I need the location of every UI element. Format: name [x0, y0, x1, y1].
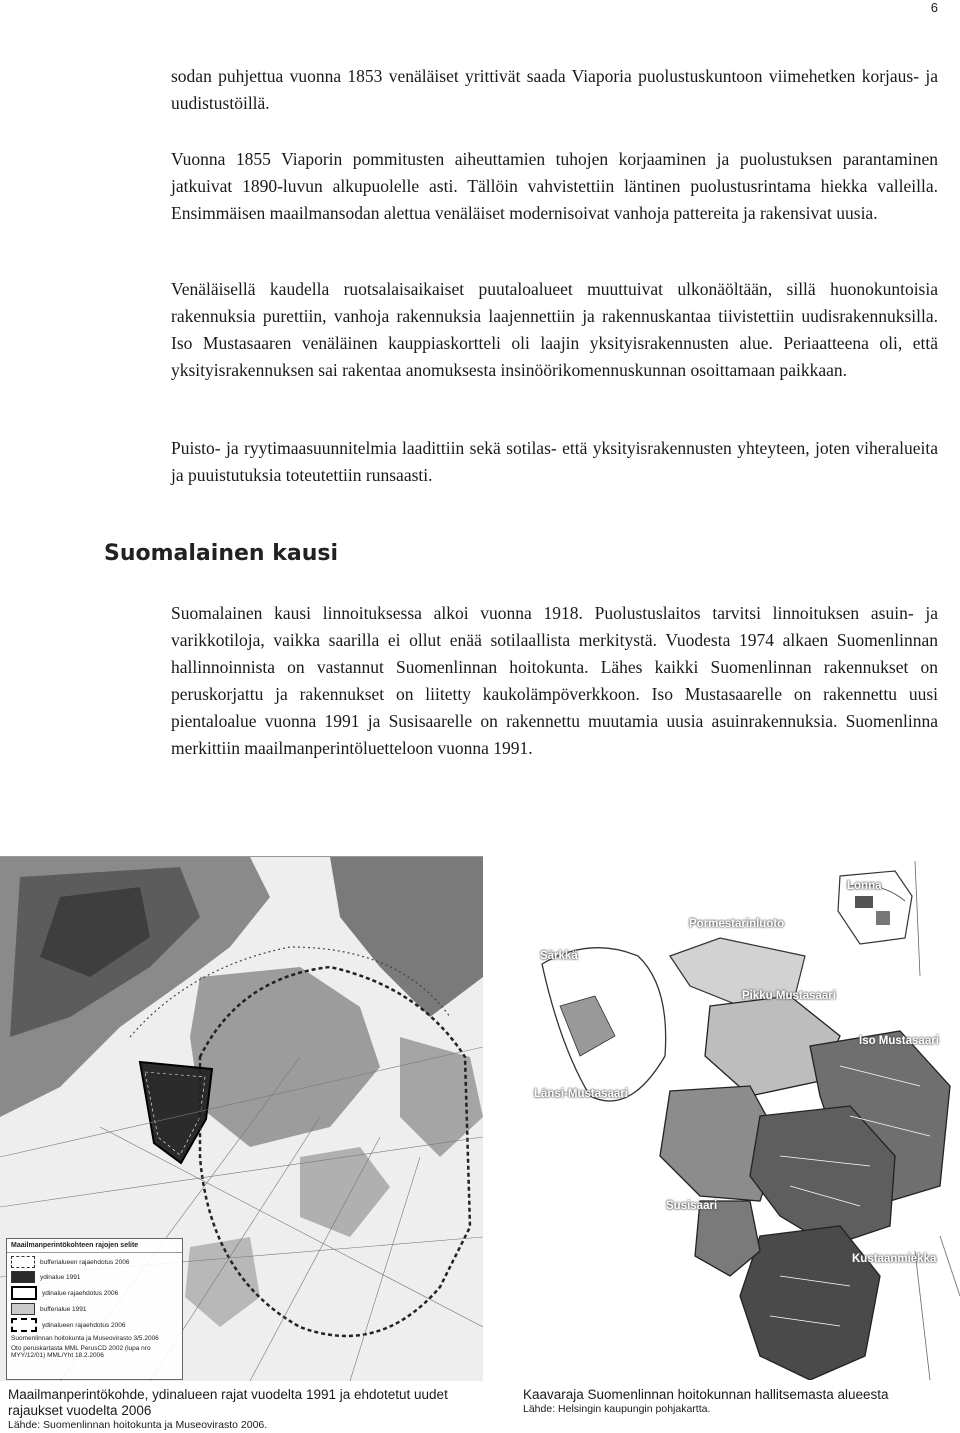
body-paragraph-2 — [171, 146, 938, 245]
caption-text: Kaavaraja Suomenlinnan hoitokunnan hallitsemasta alueesta — [523, 1387, 889, 1402]
map-label-lonna: Lonna — [847, 880, 882, 892]
map-legend — [6, 1238, 183, 1380]
paragraph-text: Venäläisellä kaudella ruotsalaisaikaiset puutaloalueet muuttuivat ulkonäöltään, sillä huonokuntoisia rakennuksia purettiin, vanhoja rakennuksia laajennettiin ja rakennuskantaa tiivistettiin uudisrakennuksilla. Iso Mustasaaren venäläinen kauppiaskortteli oli laajin yksityisrakennusten alue. Periaatteena oli, että yksityisrakennuksen sai rakentaa anomuksesta insinöörikomennuskunnan osoittamaan paikkaan. — [171, 279, 938, 380]
map-label-iso-mustasaari: Iso Mustasaari — [859, 1035, 939, 1047]
legend-row — [11, 1256, 178, 1268]
map-label-susisaari: Susisaari — [666, 1200, 718, 1212]
section-heading: Suomalainen kausi — [104, 541, 338, 566]
legend-row — [11, 1286, 178, 1300]
map-label-pormestarinluoto: Pormestarinluoto — [689, 918, 785, 930]
caption-source: Lähde: Helsingin kaupungin pohjakartta. — [523, 1403, 711, 1415]
body-paragraph-1 — [171, 63, 938, 135]
caption-source: Lähde: Suomenlinnan hoitokunta ja Museovirasto 2006. — [8, 1419, 268, 1431]
legend-swatch — [11, 1256, 35, 1268]
legend-label: bufferialueen rajaehdotus 2006 — [40, 1258, 130, 1266]
body-paragraph-3 — [171, 276, 938, 402]
legend-swatch — [11, 1286, 37, 1300]
paragraph-text: Puisto- ja ryytimaasuunnitelmia laadittiin sekä sotilas- että yksityisrakennusten yhteyteen, joten viheralueita ja puuistutuksia toteutettiin runsaasti. — [171, 438, 938, 485]
legend-row — [11, 1271, 178, 1283]
left-map-caption — [8, 1387, 478, 1432]
page-number: 6 — [930, 0, 938, 15]
body-paragraph-5 — [171, 600, 938, 780]
caption-text: Maailmanperintökohde, ydinalueen rajat vuodelta 1991 ja ehdotetut uudet rajaukset vuodelta 2006 — [8, 1387, 448, 1418]
legend-swatch — [11, 1318, 37, 1332]
legend-title: Maailmanperintökohteen rajojen selite — [7, 1239, 182, 1253]
paragraph-text: sodan puhjettua vuonna 1853 venäläiset yrittivät saada Viaporia puolustuskuntoon viimehetken korjaus- ja uudistustöillä. — [171, 66, 938, 113]
paragraph-text: Vuonna 1855 Viaporin pommitusten aiheuttamien tuhojen korjaaminen ja puolustuksen parantaminen jatkuivat 1890-luvun alkupuolelle asti. Tällöin vahvistettiin läntinen puolustusrintama hiekka valleilla. Ensimmäisen maailmansodan alettua venäläiset modernisoivat vanhoja pattereita ja rakensivat uusia. — [171, 149, 938, 223]
legend-label: ydinalueen rajaehdotus 2006 — [42, 1321, 126, 1329]
paragraph-text: Suomalainen kausi linnoituksessa alkoi vuonna 1918. Puolustuslaitos tarvitsi linnoituksen asuin- ja varikkotiloja, vaikka saarilla ei ollut enää sotilaallista merkitystä. Vuodesta 1974 alkaen Suomenlinnan hallinnoinnista on vastannut Suomenlinnan hoitokunta. Lähes kaikki Suomenlinnan rakennukset on peruskorjattu ja rakennukset on liitetty kaukolämpöverkkoon. Iso Mustasaarelle on rakennettu uusi pientaloalue vuonna 1991 ja Susisaarelle on rakennettu muutamia uusia asuinrakennuksia. Suomenlinna merkittiin maailmanperintöluetteloon vuonna 1991. — [171, 603, 938, 758]
world-heritage-boundary-map — [0, 856, 483, 1381]
plan-boundary-map — [520, 856, 960, 1380]
legend-note: Suomenlinnan hoitokunta ja Museovirasto 3/5.2006 — [11, 1335, 159, 1342]
legend-row — [11, 1318, 178, 1332]
plan-map-graphic — [520, 856, 960, 1380]
map-label-kustaanmiekka: Kustaanmiekka — [852, 1253, 937, 1265]
map-label-pikku-mustasaari: Pikku Mustasaari — [742, 990, 836, 1002]
legend-label: ydinalue 1991 — [40, 1273, 81, 1281]
legend-label: bufferialue 1991 — [40, 1305, 87, 1313]
legend-row — [11, 1303, 178, 1315]
map-label-lansi-mustasaari: Länsi-Mustasaari — [534, 1088, 628, 1100]
map-label-sarkka: Särkkä — [540, 950, 578, 962]
legend-swatch — [11, 1303, 35, 1315]
legend-note: Oto peruskartasta MML PerusCD 2002 (lupa nro MYY/12/01) MML/Yht 18.2.2006 — [11, 1345, 151, 1359]
legend-swatch — [11, 1271, 35, 1283]
legend-label: ydinalue rajaehdotus 2006 — [42, 1289, 119, 1297]
right-map-caption — [523, 1387, 958, 1416]
body-paragraph-4 — [171, 435, 938, 507]
